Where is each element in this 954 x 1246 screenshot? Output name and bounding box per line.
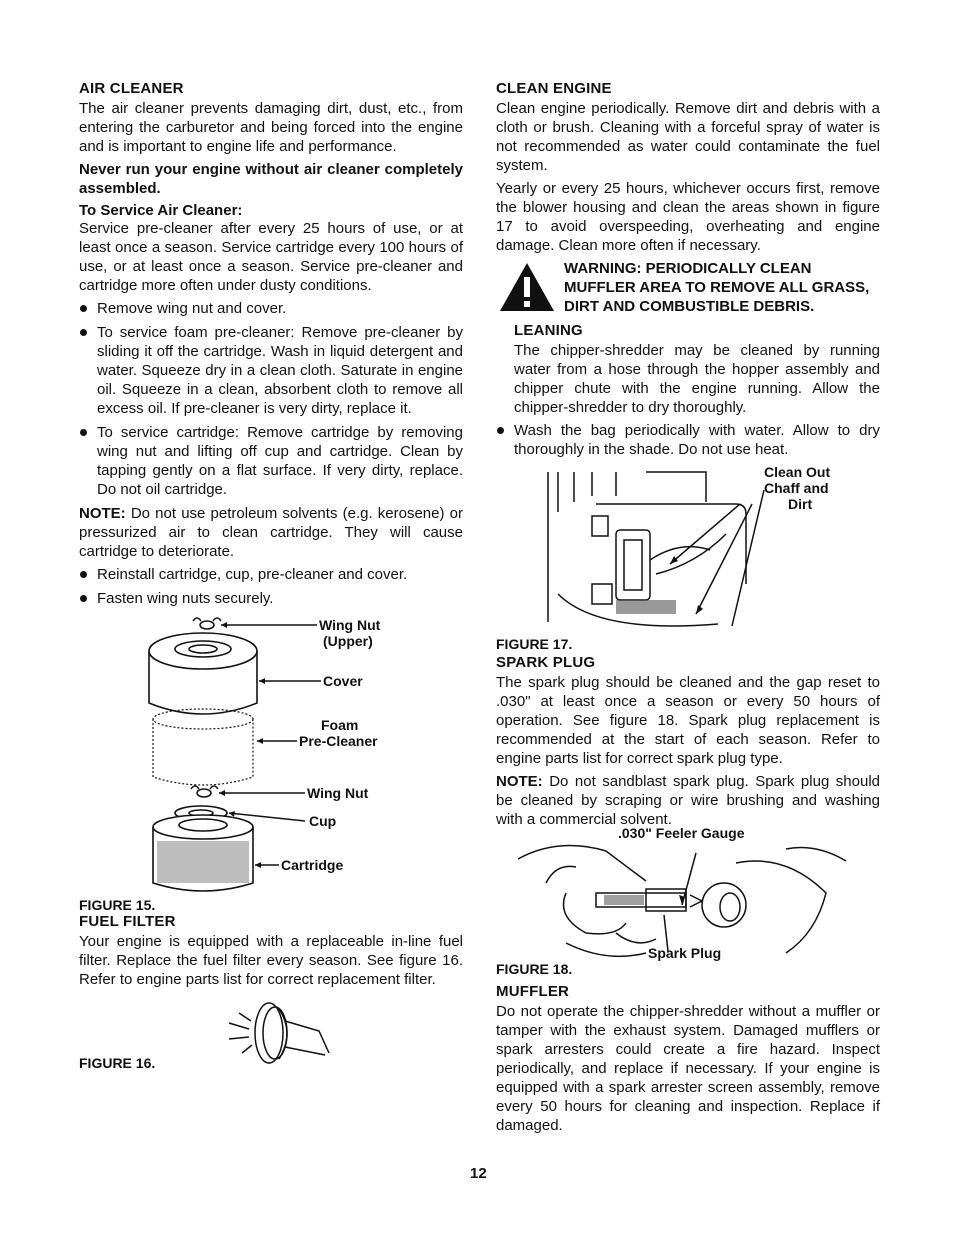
cleaning-bullets [496, 421, 880, 459]
label-chaff-and: Chaff and [764, 480, 829, 496]
cleaning-text: The chipper-shredder may be cleaned by running water from a hose through the hopper assembly and chipper chute with the engine running. Allow the chipper-shredder to dry thoroughly. [514, 342, 880, 416]
air-cleaner-exploded-diagram [79, 613, 463, 903]
label-foam: Foam [321, 717, 359, 733]
warning-triangle-icon [498, 261, 556, 313]
label-spark-plug: Spark Plug [648, 945, 722, 961]
figure-17 [496, 464, 880, 654]
service-air-cleaner-heading: To Service Air Cleaner: [79, 202, 243, 219]
air-cleaner-steps [79, 299, 463, 499]
note-text: Do not sandblast spark plug. Spark plug should be cleaned by scraping or wire brushing and washing with a commercial solvent. [496, 773, 880, 828]
foam-precleaner-drawing [153, 709, 253, 785]
spark-plug-heading: SPARK PLUG [496, 654, 596, 671]
fuel-filter-heading: FUEL FILTER [79, 913, 176, 930]
cartridge-drawing [153, 815, 253, 891]
left-column [79, 80, 463, 1083]
page-number: 12 [470, 1165, 487, 1182]
label-feeler-gauge: .030" Feeler Gauge [618, 825, 745, 841]
figure-16 [79, 993, 463, 1083]
muffler-text: Do not operate the chipper-shredder without a muffler or tamper with the exhaust system. Damaged mufflers or spark arresters could create a fire hazard. Inspect periodically, and replace if necessary. If your engine is equipped with a spark arrester screen assembly, remove every 50 hours for cleaning and inspection. Replace if damaged. [496, 1003, 880, 1134]
muffler-heading: MUFFLER [496, 983, 570, 1000]
service-air-cleaner-text: Service pre-cleaner after every 25 hours of use, or at least once a season. Service cartridge every 100 hours of use, or at least once a season. Service pre-cleaner and cartridge more often under dusty conditions. [79, 220, 463, 294]
label-wing-nut-upper: Wing Nut [319, 617, 381, 633]
label-clean-out: Clean Out [764, 464, 831, 480]
figure-18-caption: FIGURE 18. [496, 961, 573, 977]
clean-engine-heading: CLEAN ENGINE [496, 80, 612, 97]
clean-engine-p1: Clean engine periodically. Remove dirt and debris with a cloth or brush. Cleaning with a forceful spray of water is not recommended as water could contaminate the fuel system. [496, 100, 880, 174]
air-cleaner-note [79, 504, 463, 561]
label-cup: Cup [309, 813, 337, 829]
cleaning-heading: LEANING [514, 322, 583, 339]
label-upper: (Upper) [323, 633, 373, 649]
wing-nut-lower-drawing [191, 786, 218, 797]
air-cleaner-intro: The air cleaner prevents damaging dirt, dust, etc., from entering the carburetor and being forced into the engine and is important to engine life and performance. [79, 100, 463, 155]
figure-17-caption: FIGURE 17. [496, 636, 573, 652]
list-item: To service cartridge: Remove cartridge by removing wing nut and lifting off cup and cartridge. Clean by tapping gently on a flat surface. If very dirty, replace. Do not oil cartridge. [79, 423, 463, 499]
figure-18 [496, 825, 880, 983]
list-item: Fasten wing nuts securely. [79, 589, 463, 608]
label-cartridge: Cartridge [281, 857, 344, 873]
label-pre-cleaner: Pre-Cleaner [299, 733, 378, 749]
spark-plug-text: The spark plug should be cleaned and the gap reset to .030" at least once a season or every 50 hours of operation. See figure 18. Spark plug replacement is recommended at the start of each season. Refer to engine parts list for correct spark plug type. [496, 674, 880, 767]
warning-text: WARNING: PERIODICALLY CLEAN MUFFLER AREA TO REMOVE ALL GRASS, DIRT AND COMBUSTIBLE DEBRIS. [564, 260, 870, 315]
label-wing-nut: Wing Nut [307, 785, 369, 801]
figure-16-caption: FIGURE 16. [79, 1055, 156, 1071]
note-text: Do not use petroleum solvents (e.g. kerosene) or pressurized air to clean cartridge. They will cause cartridge to deteriorate. [79, 505, 463, 560]
spark-plug-note [496, 772, 880, 829]
air-cleaner-heading: AIR CLEANER [79, 80, 184, 97]
list-item: Remove wing nut and cover. [79, 299, 463, 318]
air-cleaner-warning: Never run your engine without air cleaner completely assembled. [79, 161, 463, 197]
muffler-warning [496, 259, 880, 316]
list-item: Wash the bag periodically with water. Allow to dry thoroughly in the shade. Do not use heat. [496, 421, 880, 459]
cleaning-section [496, 322, 880, 417]
label-dirt: Dirt [788, 496, 813, 512]
note-label: NOTE: [79, 505, 126, 522]
right-column [496, 80, 880, 1139]
wing-nut-upper-drawing [193, 618, 221, 629]
figure-15-caption: FIGURE 15. [79, 897, 156, 913]
cover-drawing [149, 633, 257, 714]
list-item: Reinstall cartridge, cup, pre-cleaner and cover. [79, 565, 463, 584]
list-item: To service foam pre-cleaner: Remove pre-cleaner by sliding it off the cartridge. Wash in liquid detergent and water. Squeeze dry in a clean cloth. Saturate in engine oil. Squeeze in a clean, absorbent cloth to remove all excess oil. If pre-cleaner is very dirty, replace it. [79, 323, 463, 418]
label-cover: Cover [323, 673, 363, 689]
figure-15 [79, 613, 463, 913]
air-cleaner-steps-2 [79, 565, 463, 608]
clean-engine-p2: Yearly or every 25 hours, whichever occurs first, remove the blower housing and clean the areas shown in figure 17 to avoid overspeeding, overheating and engine damage. Clean more often if necessary. [496, 180, 880, 254]
fuel-filter-text: Your engine is equipped with a replaceable in-line fuel filter. Replace the fuel filter every season. See figure 16. Refer to engine parts list for correct replacement filter. [79, 933, 463, 988]
note-label: NOTE: [496, 773, 543, 790]
